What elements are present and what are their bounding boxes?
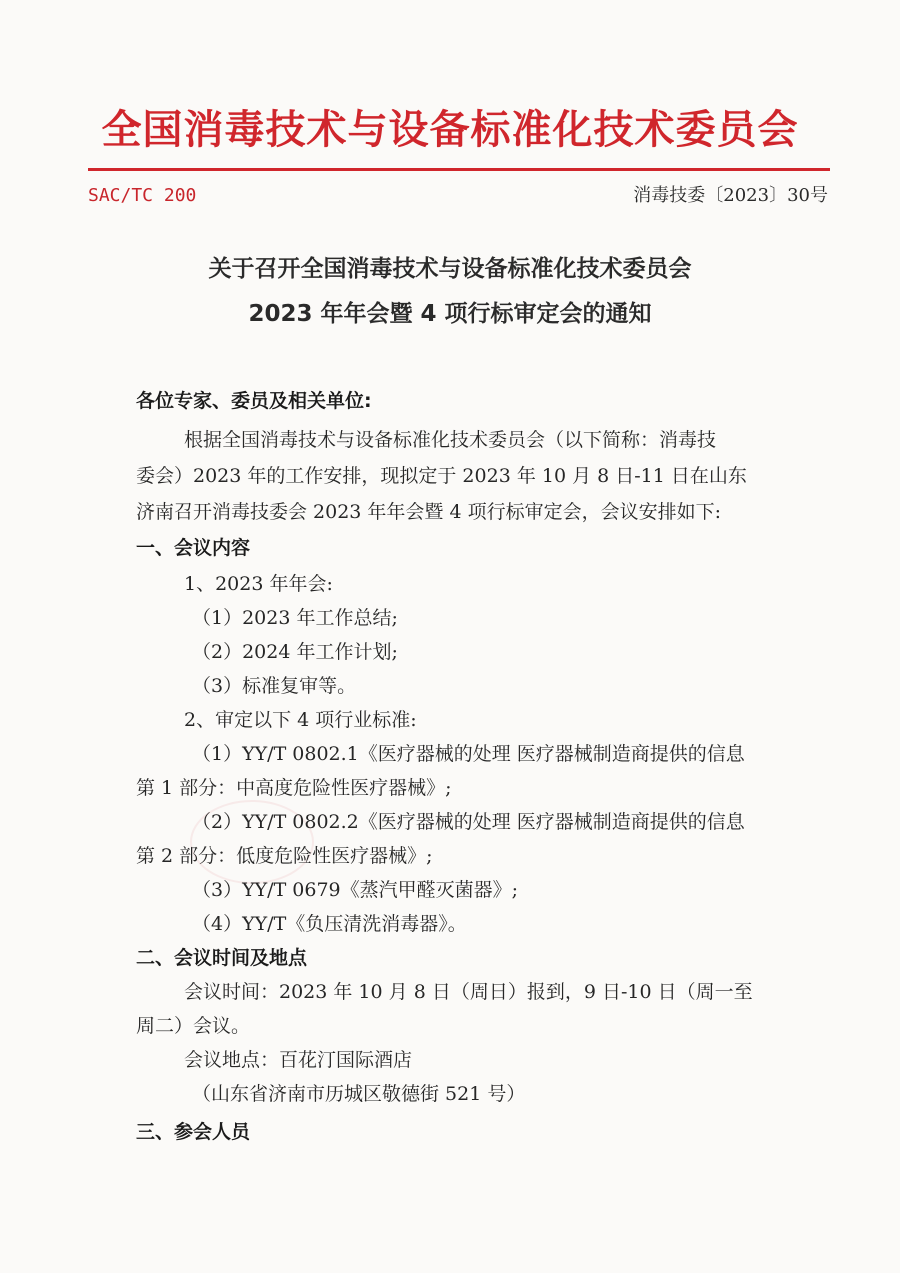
standard-item: （3）YY/T 0679《蒸汽甲醛灭菌器》; — [192, 879, 519, 901]
standard-item: （4）YY/T《负压清洗消毒器》。 — [192, 913, 467, 935]
standard-item: （2）YY/T 0802.2《医疗器械的处理 医疗器械制造商提供的信息 — [192, 811, 745, 833]
list-subitem: （3）标准复审等。 — [192, 675, 357, 697]
intro-line: 委会）2023 年的工作安排，现拟定于 2023 年 10 月 8 日-11 日在山东 — [136, 465, 747, 487]
header-divider — [88, 168, 830, 171]
section-heading-time-place: 二、会议时间及地点 — [136, 947, 308, 969]
committee-code: SAC/TC 200 — [88, 185, 197, 206]
list-item: 1、2023 年年会: — [184, 573, 333, 595]
standard-item: （1）YY/T 0802.1《医疗器械的处理 医疗器械制造商提供的信息 — [192, 743, 745, 765]
list-subitem: （2）2024 年工作计划; — [192, 641, 398, 663]
salutation: 各位专家、委员及相关单位: — [136, 390, 372, 412]
organization-title: 全国消毒技术与设备标准化技术委员会 — [101, 107, 799, 153]
document-number: 消毒技委〔2023〕30号 — [633, 185, 828, 206]
meeting-time: 会议时间：2023 年 10 月 8 日（周日）报到，9 日-10 日（周一至 — [184, 981, 753, 1003]
list-subitem: （1）2023 年工作总结; — [192, 607, 398, 629]
standard-item-cont: 第 1 部分：中高度危险性医疗器械》; — [136, 777, 452, 799]
section-heading-content: 一、会议内容 — [136, 537, 251, 559]
intro-line: 根据全国消毒技术与设备标准化技术委员会（以下简称：消毒技 — [184, 429, 717, 451]
standard-item-cont: 第 2 部分：低度危险性医疗器械》; — [136, 845, 433, 867]
notice-title-line1: 关于召开全国消毒技术与设备标准化技术委员会 — [208, 256, 692, 282]
meeting-place: 会议地点：百花汀国际酒店 — [184, 1049, 413, 1071]
list-item: 2、审定以下 4 项行业标准: — [184, 709, 417, 731]
notice-title-line2: 2023 年年会暨 4 项行标审定会的通知 — [248, 301, 652, 327]
section-heading-attendees: 三、参会人员 — [136, 1121, 251, 1143]
intro-line: 济南召开消毒技委会 2023 年年会暨 4 项行标审定会，会议安排如下: — [136, 501, 722, 523]
meeting-address: （山东省济南市历城区敬德街 521 号） — [192, 1083, 526, 1105]
meeting-time-cont: 周二）会议。 — [136, 1015, 251, 1037]
